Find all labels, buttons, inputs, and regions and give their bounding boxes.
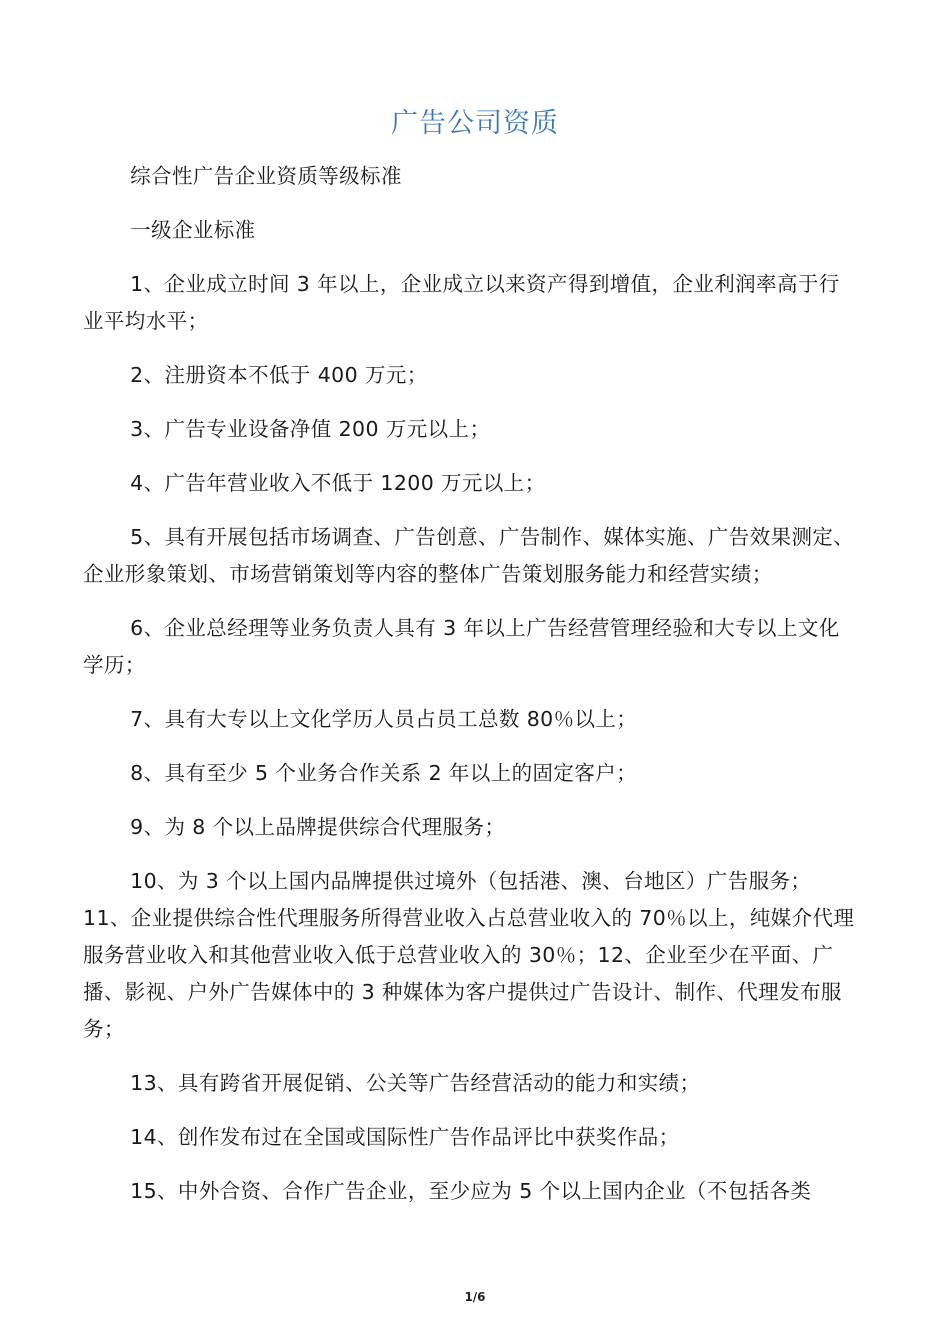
page-number: 1/6 [464, 1290, 486, 1304]
paragraph-item-8: 8、具有至少 5 个业务合作关系 2 年以上的固定客户； [130, 761, 638, 785]
paragraph-item-10: 10、为 3 个以上国内品牌提供过境外（包括港、澳、台地区）广告服务； [130, 869, 812, 893]
paragraph-item-9: 9、为 8 个以上品牌提供综合代理服务； [130, 815, 506, 839]
paragraph-item-2: 2、注册资本不低于 400 万元； [130, 363, 428, 387]
paragraph-item-1: 1、企业成立时间 3 年以上，企业成立以来资产得到增值，企业利润率高于行业平均水平； [83, 272, 840, 333]
paragraph-level-heading: 一级企业标准 [130, 218, 256, 242]
paragraph-item-13: 13、具有跨省开展促销、公关等广告经营活动的能力和实绩； [130, 1071, 701, 1095]
paragraph-item-14: 14、创作发布过在全国或国际性广告作品评比中获奖作品； [130, 1125, 680, 1149]
paragraph-item-4: 4、广告年营业收入不低于 1200 万元以上； [130, 471, 546, 495]
paragraph-subtitle: 综合性广告企业资质等级标准 [130, 164, 402, 188]
document-title: 广告公司资质 [391, 108, 559, 139]
document-body [83, 158, 858, 1227]
paragraph-item-15: 15、中外合资、合作广告企业，至少应为 5 个以上国内企业（不包括各类 [130, 1179, 812, 1203]
paragraph-item-6: 6、企业总经理等业务负责人具有 3 年以上广告经营管理经验和大专以上文化学历； [83, 616, 840, 677]
paragraph-item-3: 3、广告专业设备净值 200 万元以上； [130, 417, 491, 441]
paragraph-item-7: 7、具有大专以上文化学历人员占员工总数 80％以上； [130, 707, 638, 731]
paragraph-item-5: 5、具有开展包括市场调查、广告创意、广告制作、媒体实施、广告效果测定、企业形象策划、市场营销策划等内容的整体广告策划服务能力和经营实绩； [83, 525, 855, 586]
paragraph-item-11-12: 11、企业提供综合性代理服务所得营业收入占总营业收入的 70％以上，纯媒介代理服务营业收入和其他营业收入低于总营业收入的 30％；12、企业至少在平面、广播、影视、户外广告媒体中的 3 种媒体为客户提供过广告设计、制作、代理发布服务； [83, 906, 855, 1041]
